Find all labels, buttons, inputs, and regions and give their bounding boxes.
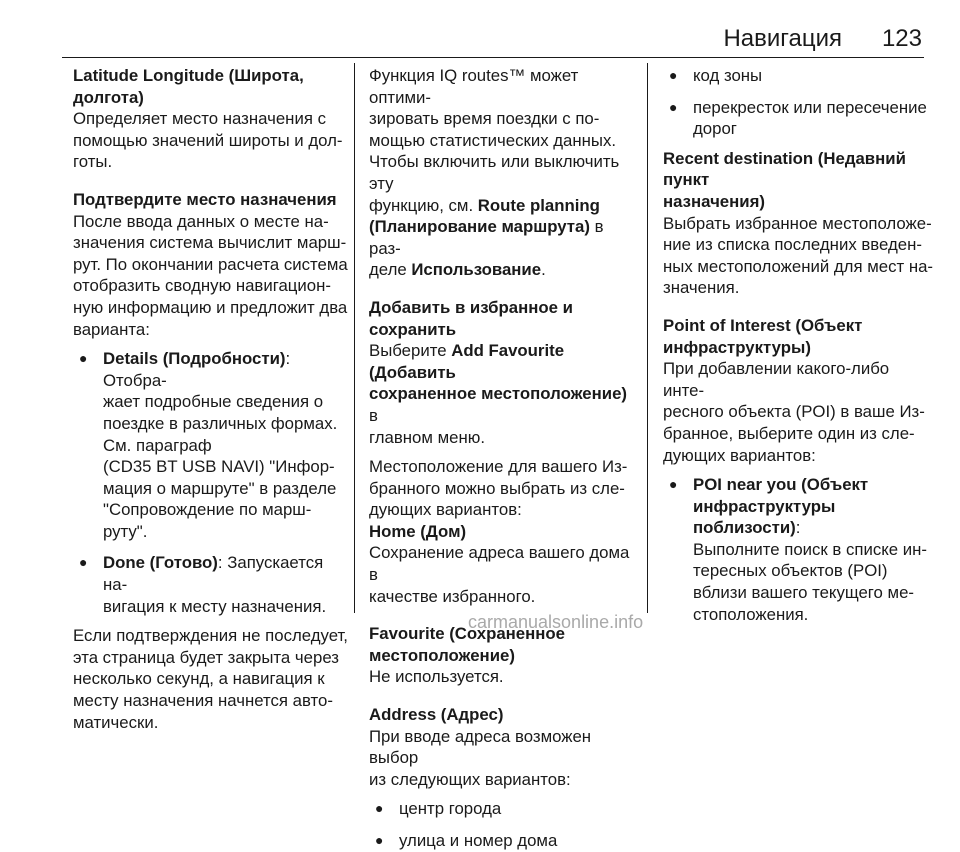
page-title: Навигация [723,25,842,52]
list-item: ● улица и номер дома [369,830,639,852]
column-divider [647,63,648,613]
section-body-recent: Выбрать избранное местоположе- ние из списка последних введен- ных местоположений для мест на- значения. [663,213,934,298]
section-heading-home: Home (Дом) [369,521,467,541]
section-body-home: Сохранение адреса вашего дома в качестве избранного. [369,543,630,606]
column-3 [663,65,933,625]
closing-paragraph: Если подтверждения не последует, эта страница будет закрыта через несколько секунд, а навигация к месту назначения начнется авто- матически. [73,626,348,732]
confirm-options-list [73,348,348,617]
page-header [0,0,960,56]
section-body-address: При вводе адреса возможен выбор из следующих вариантов: [369,726,592,789]
address-options-list-cont [663,65,933,140]
option-label: Details (Подробности) [103,349,286,369]
section-body-favourite: Не используется. [369,667,504,687]
favourites-instruction: Выберите Add Favourite (Добавить сохраненное местоположение) в главном меню. [369,341,627,447]
section-heading-poi: Point of Interest (Объект инфраструктуры) [663,315,863,357]
favourites-options-intro: Местоположение для вашего Из- бранного можно выбрать из сле- дующих вариантов: [369,457,628,520]
section-heading-favourite: Favourite (Сохраненное местоположение) [369,624,565,665]
list-item: ● перекресток или пересечение дорог [663,97,933,140]
section-body-poi: При добавлении какого-либо инте- ресного объекта (POI) в ваше Из- бранное, выберите один из сле- дующих вариантов: [663,359,925,465]
option-label: Done (Готово) [103,553,218,573]
page-number: 123 [881,25,922,52]
column-1 [73,65,348,733]
address-options-list [369,798,639,851]
header-rule [62,57,924,58]
poi-options-list [663,474,933,625]
list-item: ● центр города [369,798,639,820]
column-divider [354,63,355,613]
list-item: ● код зоны [663,65,933,87]
column-2 [369,65,639,852]
watermark: carmanualsonline.info [468,612,644,632]
list-item: ● POI near you (Объект инфраструктуры поблизости): Выполните поиск в списке ин- тересных объектов (POI) вблизи вашего текущего ме- стоположения. [663,474,933,625]
section-heading-recent: Recent destination (Недавний пункт назначения) [663,148,906,211]
section-heading-latitude: Latitude Longitude (Широта, долгота) [73,66,304,107]
section-heading-confirm: Подтвердите место назначения [73,189,337,209]
list-item: ● Done (Готово): Запускается на- вигация к месту назначения. [73,552,348,617]
section-heading-address: Address (Адрес) [369,705,504,725]
iq-routes-paragraph: Функция IQ routes™ может оптими- зировать время поездки с по- мощью статистических данных. Чтобы включить или выключить эту функцию, см. Route planning (Планирование маршрута) в раз- деле Использование. [369,66,620,280]
section-body-latitude: Определяет место назначения с помощью значений широты и дол- готы. [73,109,343,172]
list-item: ● Details (Подробности): Отобра- жает подробные сведения о поездке в различных формах. См. параграф (CD35 BT USB NAVI) "Инфор- мация о маршруте" в разделе "Сопровождение по марш- руту". [73,348,348,542]
section-body-confirm: После ввода данных о месте на- значения система вычислит марш- рут. По окончании расчета система отобразить сводную навигацион- ную информацию и предложит два варианта: [73,211,348,339]
section-heading-favourites: Добавить в избранное и сохранить [369,297,573,339]
